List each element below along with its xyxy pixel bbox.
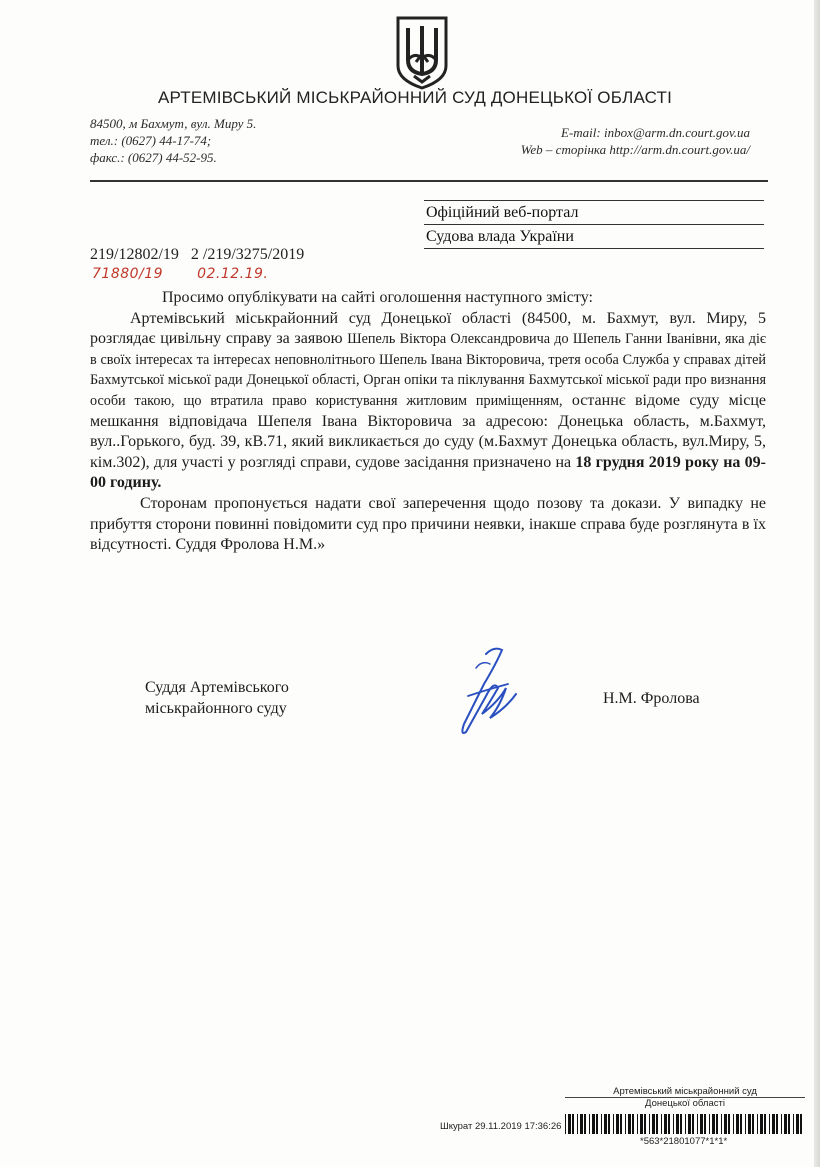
registry-stamp (565, 1086, 805, 1110)
registration-stamp (92, 266, 302, 282)
signer-title-line-1: Суддя Артемівського (145, 679, 289, 696)
fax-line: факс.: (0627) 44-52-95. (90, 150, 217, 165)
trident-icon (394, 14, 450, 90)
address-line: 84500, м Бахмут, вул. Миру 5. (90, 116, 257, 131)
court-address (90, 115, 256, 166)
notice-text-parties: Шепель Віктора Олександровича до Шепель Ганни Іванівни, яка діє в своїх інтересах та інтересах неповнолітнього Шепель Івана Вікторовича, третя особа Служба у справах дітей Бахмутської міської ради Донецької області, Орган опіки та піклування Бахмутської міської ради про визнання особи такою, що втратила право користування житловим приміщенням, (90, 331, 766, 409)
barcode-number: *563*21801077*1*1* (640, 1136, 728, 1147)
notice-text-b: останнє відоме суду місце мешкання відповідача Шепеля Івана Вікторовича за адресою: Донецька область, м.Бахмут, вул..Горького, буд. 39, кВ.71, який викликається до суду (м.Бахмут Донецька область, вул.Миру, 5, кім.302), для участі у розгляді справи, судове засідання призначено на (90, 391, 767, 471)
recipient-line-2: Судова влада України (424, 225, 764, 249)
notice-paragraph-2: Сторонам пропонується надати свої заперечення щодо позову та докази. У випадку не прибуття сторони повинні повідомити суд про причини неявки, інакше справа буде розглянута в їх відсутності. Суддя Фролова Н.М.» (90, 494, 766, 554)
signer-name: Н.М. Фролова (603, 690, 700, 707)
phone-line: тел.: (0627) 44-17-74; (90, 133, 212, 148)
signer-title-line-2: міськрайонного суду (145, 700, 287, 717)
registry-court-line-1: Артемівський міськрайонний суд (613, 1086, 757, 1097)
registry-divider (565, 1097, 805, 1098)
notice-body (90, 288, 766, 556)
recipient-line-1: Офіційний веб-портал (424, 200, 764, 225)
court-contacts (521, 124, 750, 158)
request-line: Просимо опублікувати на сайті оголошення наступного змісту: (162, 289, 593, 306)
notice-paragraph-1 (90, 309, 766, 494)
recipient-block (424, 200, 764, 249)
registration-number: 71880/19 (92, 266, 164, 282)
email-line: E-mail: inbox@arm.dn.court.gov.ua (561, 125, 750, 140)
court-title: АРТЕМІВСЬКИЙ МІСЬКРАЙОННИЙ СУД ДОНЕЦЬКОЇ ОБЛАСТІ (157, 88, 673, 107)
handwritten-signature (446, 644, 524, 740)
registry-court-line-2: Донецької області (645, 1098, 725, 1109)
case-numbers: 219/12802/19 2 /219/3275/2019 (90, 246, 305, 263)
barcode-icon (565, 1114, 802, 1134)
registration-date: 02.12.19. (197, 266, 269, 282)
notice-text-a: Артемівський міськрайонний суд Донецької області (84500, м. Бахмут, вул. Миру, 5 розглядає цивільну справу за заявою (90, 309, 766, 348)
hearing-date: 18 грудня 2019 року на 09-00 годину. (90, 453, 766, 492)
header-divider (90, 180, 768, 182)
paper-edge (814, 0, 820, 1167)
web-line: Web – сторінка http://arm.dn.court.gov.ua/ (520, 142, 750, 157)
registry-meta: Шкурат 29.11.2019 17:36:26 (440, 1121, 562, 1132)
signer-title (145, 677, 289, 719)
